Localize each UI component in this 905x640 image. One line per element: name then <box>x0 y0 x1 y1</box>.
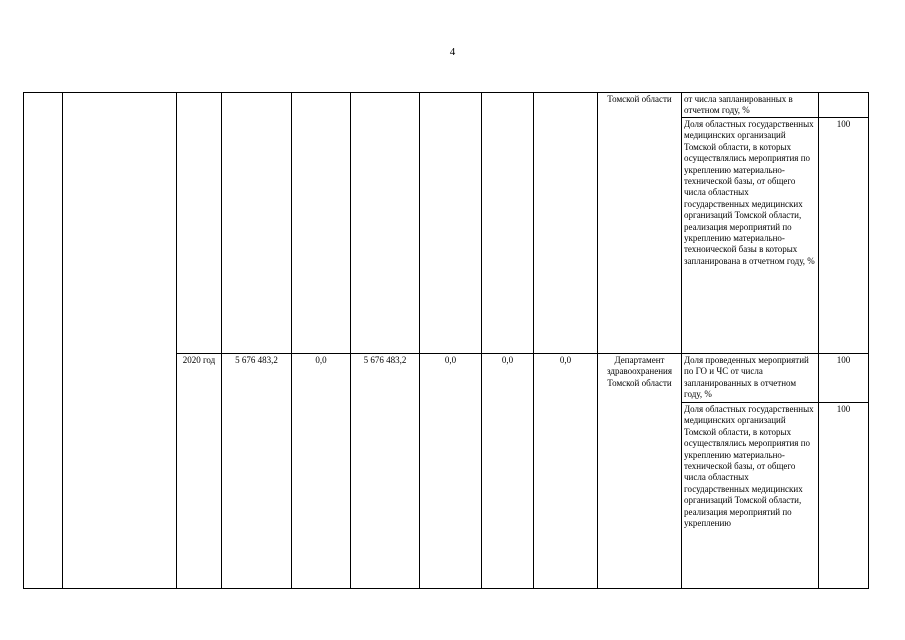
page-number: 4 <box>449 46 456 58</box>
task-name-cell <box>63 93 177 589</box>
target-value-cell: 100 <box>819 354 869 403</box>
funding-cell <box>351 93 420 354</box>
funding-cell: 0,0 <box>482 354 534 589</box>
program-table <box>23 92 869 589</box>
funding-cell: 0,0 <box>420 354 482 589</box>
funding-cell <box>534 93 598 354</box>
executor-cell: Томской области <box>598 93 682 354</box>
funding-cell <box>420 93 482 354</box>
target-value-cell: 100 <box>819 118 869 354</box>
funding-cell <box>482 93 534 354</box>
funding-cell <box>292 93 351 354</box>
indicator-cell: Доля областных государственных медицинских организаций Томской области, в которых осуществлялись мероприятия по укреплению материально-технической базы, от общего числа областных государственных медицинских организаций Томской области, реализация мероприятий по укреплению <box>682 403 819 589</box>
number-cell <box>24 93 63 589</box>
total-funding-cell <box>222 93 292 354</box>
table-row <box>24 93 869 118</box>
executor-cell: Департамент здравоохранения Томской области <box>598 354 682 589</box>
funding-cell: 5 676 483,2 <box>351 354 420 589</box>
indicator-cell: от числа запланированных в отчетном году, % <box>682 93 819 118</box>
target-value-cell <box>819 93 869 118</box>
year-cell: 2020 год <box>177 354 222 589</box>
total-funding-cell: 5 676 483,2 <box>222 354 292 589</box>
funding-cell: 0,0 <box>292 354 351 589</box>
indicator-cell: Доля проведенных мероприятий по ГО и ЧС от числа запланированных в отчетном году, % <box>682 354 819 403</box>
target-value-cell: 100 <box>819 403 869 589</box>
funding-cell: 0,0 <box>534 354 598 589</box>
indicator-cell: Доля областных государственных медицинских организаций Томской области, в которых осуществлялись мероприятия по укреплению материально-технической базы, от общего числа областных государственных медицинских организаций Томской области, реализация мероприятий по укреплению материально-техноической базы в которых запланирована в отчетном году, % <box>682 118 819 354</box>
year-cell <box>177 93 222 354</box>
